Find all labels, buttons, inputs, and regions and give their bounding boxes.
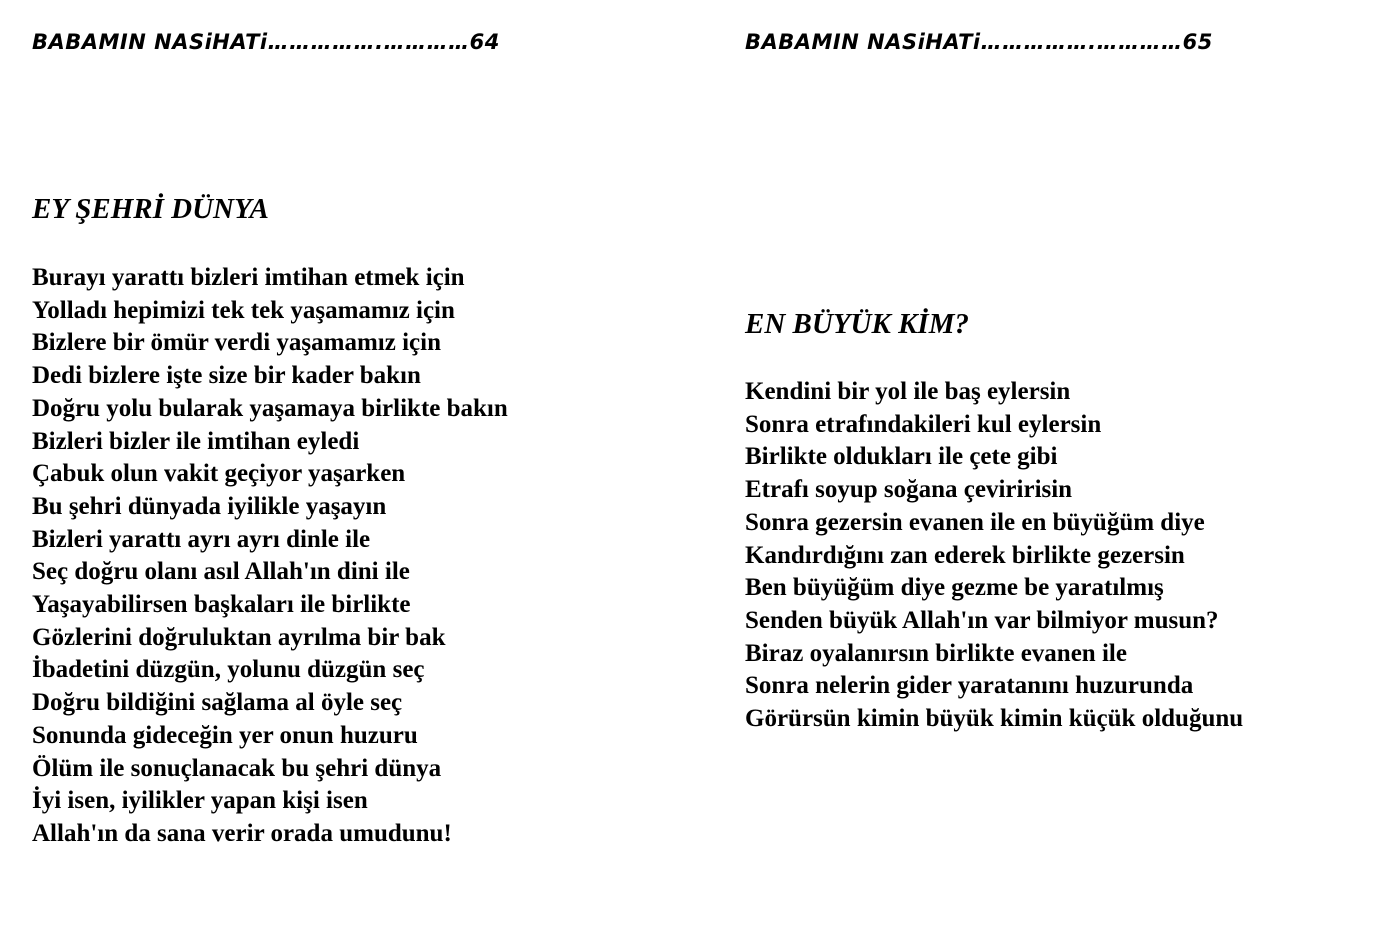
poem-text — [32, 262, 508, 851]
poem-line: Kendini bir yol ile baş eylersin — [745, 378, 1071, 405]
poem-line: Ölüm ile sonuçlanacak bu şehri dünya — [32, 754, 442, 782]
poem-text — [745, 376, 1243, 736]
poem-line: Allah'ın da sana verir orada umudunu! — [32, 819, 452, 847]
poem-line: Gözlerini doğruluktan ayrılma bir bak — [32, 623, 446, 651]
poem-line: Etrafı soyup soğana çeviririsin — [745, 476, 1073, 504]
poem-line: Sonra gezersin evanen ile en büyüğüm diye — [745, 508, 1205, 536]
poem-line: Bizleri yarattı ayrı ayrı dinle ile — [32, 525, 371, 553]
poem-line: Bizleri bizler ile imtihan eyledi — [32, 427, 360, 455]
poem-line: Sonra etrafındakileri kul eylersin — [745, 410, 1102, 438]
poem-line: Burayı yarattı bizleri imtihan etmek için — [32, 264, 465, 291]
poem-line: Sonra nelerin gider yaratanını huzurunda — [745, 672, 1194, 700]
poem-line: Birlikte oldukları ile çete gibi — [745, 443, 1058, 471]
poem-line: Bizlere bir ömür verdi yaşamamız için — [32, 329, 441, 357]
poem-title: EN BÜYÜK KİM? — [745, 308, 969, 340]
poem-line: Doğru bildiğini sağlama al öyle seç — [32, 689, 403, 717]
poem-line: Sonunda gideceğin yer onun huzuru — [32, 721, 418, 749]
poem-title: EY ŞEHRİ DÜNYA — [32, 193, 269, 225]
poem-line: Yaşayabilirsen başkaları ile birlikte — [32, 591, 411, 619]
running-header: BABAMIN NASiHATi…………….…………64 — [32, 30, 500, 54]
poem-line: Ben büyüğüm diye gezme be yaratılmış — [745, 574, 1164, 602]
poem-line: Seç doğru olanı asıl Allah'ın dini ile — [32, 558, 410, 586]
poem-line: Dedi bizlere işte size bir kader bakın — [32, 362, 421, 390]
poem-line: İyi isen, iyilikler yapan kişi isen — [32, 787, 368, 815]
poem-line: Yolladı hepimizi tek tek yaşamamız için — [32, 296, 455, 324]
poem-line: Senden büyük Allah'ın var bilmiyor musun? — [745, 606, 1219, 634]
poem-line: Biraz oyalanırsın birlikte evanen ile — [745, 639, 1127, 667]
poem-line: Çabuk olun vakit geçiyor yaşarken — [32, 460, 406, 488]
poem-line: Kandırdığını zan ederek birlikte gezersin — [745, 541, 1185, 569]
running-header: BABAMIN NASiHATi…………….…………65 — [745, 30, 1213, 54]
poem-line: İbadetini düzgün, yolunu düzgün seç — [32, 656, 425, 684]
poem-line: Görürsün kimin büyük kimin küçük olduğunu — [745, 705, 1244, 733]
poem-line: Bu şehri dünyada iyilikle yaşayın — [32, 492, 387, 520]
right-page — [700, 0, 1382, 936]
poem-line: Doğru yolu bularak yaşamaya birlikte bakın — [32, 394, 508, 422]
